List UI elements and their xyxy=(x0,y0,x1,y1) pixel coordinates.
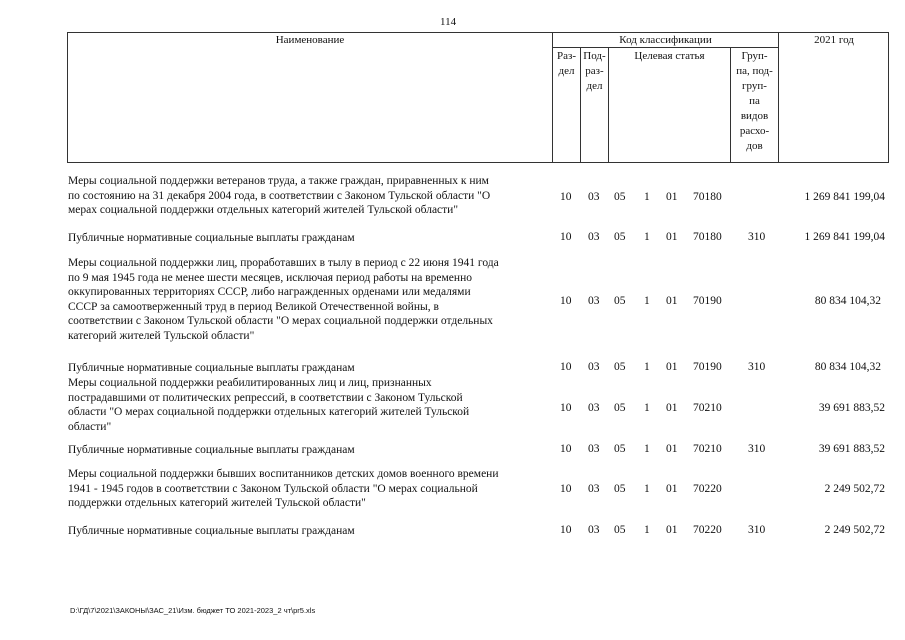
header-target: Целевая статья xyxy=(634,50,705,62)
row-target-4: 70190 xyxy=(693,295,722,307)
header-group: Груп- па, под- груп- па видов расхо- дов xyxy=(736,50,773,152)
row-razdel: 10 xyxy=(560,361,572,373)
row-name: Публичные нормативные социальные выплаты гражданам xyxy=(68,444,355,456)
row-razdel: 10 xyxy=(560,231,572,243)
row-target-1: 05 xyxy=(614,402,626,414)
row-amount: 39 691 883,52 xyxy=(818,402,885,414)
row-target-4: 70220 xyxy=(693,524,722,536)
row-target-3: 01 xyxy=(666,231,678,243)
row-target-4: 70190 xyxy=(693,361,722,373)
row-target-1: 05 xyxy=(614,361,626,373)
row-name: Меры социальной поддержки реабилитированных лиц и лиц, признанных пострадавшими от политических репрессий, в соответствии с Законом Тульской области "О мерах социальной поддержки отдельных категорий жителей Тульской области" xyxy=(68,377,470,433)
header-razdel: Раз- дел xyxy=(556,50,576,77)
header-podrazdel: Под- раз- дел xyxy=(583,50,606,92)
row-name: Публичные нормативные социальные выплаты гражданам xyxy=(68,362,355,374)
row-razdel: 10 xyxy=(560,295,572,307)
row-target-3: 01 xyxy=(666,483,678,495)
row-target-4: 70220 xyxy=(693,483,722,495)
row-podrazdel: 03 xyxy=(588,231,600,243)
row-podrazdel: 03 xyxy=(588,191,600,203)
row-target-1: 05 xyxy=(614,524,626,536)
row-target-2: 1 xyxy=(644,483,650,495)
row-target-4: 70180 xyxy=(693,191,722,203)
row-name: Меры социальной поддержки лиц, проработавших в тылу в период с 22 июня 1941 года по 9 мая 1945 года не менее шести месяцев, исключая период работы на временно оккупированных территориях СССР, либо награжденных орденами или медалями СССР за самоотверженный труд в период Великой Отечественной войны, в соответствии с Законом Тульской области "О мерах социальной поддержки отдельных категорий жителей Тульской области" xyxy=(68,257,499,342)
row-razdel: 10 xyxy=(560,443,572,455)
header-divider xyxy=(778,32,779,163)
row-target-3: 01 xyxy=(666,361,678,373)
row-target-1: 05 xyxy=(614,231,626,243)
row-podrazdel: 03 xyxy=(588,524,600,536)
row-target-3: 01 xyxy=(666,191,678,203)
header-name: Наименование xyxy=(275,34,345,46)
row-podrazdel: 03 xyxy=(588,402,600,414)
row-podrazdel: 03 xyxy=(588,443,600,455)
header-divider xyxy=(608,47,609,163)
row-amount: 1 269 841 199,04 xyxy=(804,191,885,203)
row-target-3: 01 xyxy=(666,402,678,414)
row-name: Публичные нормативные социальные выплаты гражданам xyxy=(68,525,355,537)
page-number: 114 xyxy=(440,16,457,28)
header-year: 2021 год xyxy=(814,34,854,46)
row-amount: 2 249 502,72 xyxy=(824,483,885,495)
header-classification: Код классификации xyxy=(619,34,712,46)
row-amount: 1 269 841 199,04 xyxy=(804,231,885,243)
row-target-1: 05 xyxy=(614,295,626,307)
row-group: 310 xyxy=(748,524,766,536)
row-target-1: 05 xyxy=(614,483,626,495)
row-name: Меры социальной поддержки бывших воспитанников детских домов военного времени 1941 - 1945 годов в соответствии с Законом Тульской области "О мерах социальной поддержки отдельных категорий жителей Тульской области" xyxy=(68,468,499,509)
row-target-2: 1 xyxy=(644,443,650,455)
row-target-3: 01 xyxy=(666,524,678,536)
row-podrazdel: 03 xyxy=(588,361,600,373)
row-razdel: 10 xyxy=(560,524,572,536)
row-target-4: 70210 xyxy=(693,402,722,414)
row-target-2: 1 xyxy=(644,295,650,307)
row-target-4: 70210 xyxy=(693,443,722,455)
row-target-1: 05 xyxy=(614,191,626,203)
row-target-1: 05 xyxy=(614,443,626,455)
row-group: 310 xyxy=(748,443,766,455)
row-podrazdel: 03 xyxy=(588,483,600,495)
row-razdel: 10 xyxy=(560,191,572,203)
row-podrazdel: 03 xyxy=(588,295,600,307)
row-target-2: 1 xyxy=(644,524,650,536)
file-path-footer: D:\ГД\7\2021\ЗАКОНЫ\ЗАС_21\Изм. бюджет ТО 2021-2023_2 чт\pr5.xls xyxy=(70,606,316,615)
row-group: 310 xyxy=(748,231,766,243)
row-amount: 80 834 104,32 xyxy=(814,295,881,307)
row-target-2: 1 xyxy=(644,231,650,243)
row-razdel: 10 xyxy=(560,402,572,414)
row-target-2: 1 xyxy=(644,361,650,373)
row-name: Меры социальной поддержки ветеранов труда, а также граждан, приравненных к ним по состоянию на 31 декабря 2004 года, в соответствии с Законом Тульской области "О мерах социальной поддержки отдельных категорий жителей Тульской области" xyxy=(68,175,491,216)
row-amount: 2 249 502,72 xyxy=(824,524,885,536)
row-target-3: 01 xyxy=(666,443,678,455)
row-razdel: 10 xyxy=(560,483,572,495)
row-name: Публичные нормативные социальные выплаты гражданам xyxy=(68,232,355,244)
row-amount: 80 834 104,32 xyxy=(814,361,881,373)
row-target-2: 1 xyxy=(644,402,650,414)
row-target-4: 70180 xyxy=(693,231,722,243)
row-group: 310 xyxy=(748,361,766,373)
row-target-2: 1 xyxy=(644,191,650,203)
row-amount: 39 691 883,52 xyxy=(818,443,885,455)
row-target-3: 01 xyxy=(666,295,678,307)
